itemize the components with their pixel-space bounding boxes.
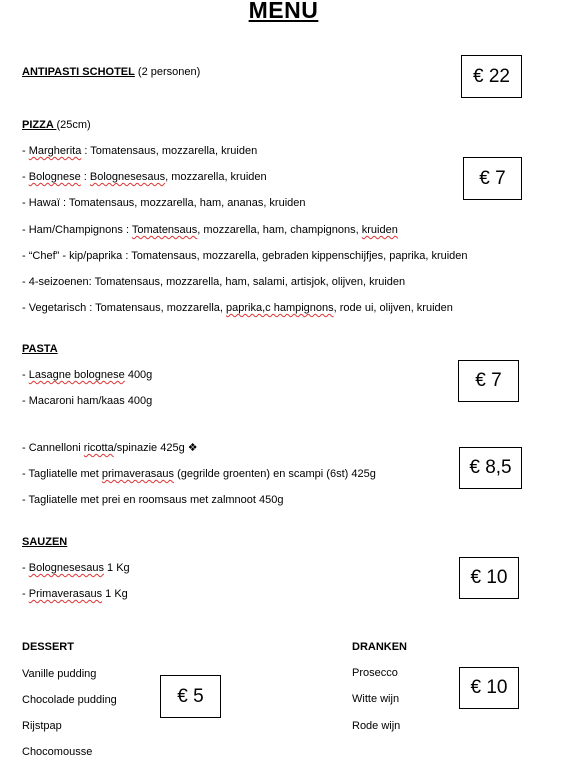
pasta-price-1: € 7 bbox=[458, 360, 519, 402]
pasta-item-tagliatelle-scampi: - Tagliatelle met primaverasaus (gegrilde groenten) en scampi (6st) 425g bbox=[22, 468, 376, 480]
pizza-note: (25cm) bbox=[56, 119, 91, 131]
pizza-item-bolognese: - Bolognese : Bolognesesaus, mozzarella, kruiden bbox=[22, 171, 267, 183]
pizza-heading-line bbox=[22, 118, 91, 132]
sauzen-item-primaverasaus: - Primaverasaus 1 Kg bbox=[22, 588, 128, 600]
dessert-item: Rijstpap bbox=[22, 720, 62, 732]
dranken-item: Rode wijn bbox=[352, 720, 401, 732]
pizza-item-chef: - “Chef” - kip/paprika : Tomatensaus, mozzarella, gebraden kippenschijfjes, paprika, kruiden bbox=[22, 250, 468, 262]
pizza-heading: PIZZA bbox=[22, 119, 57, 131]
pasta-item-lasagne: - Lasagne bolognese 400g bbox=[22, 369, 153, 381]
dessert-heading: DESSERT bbox=[22, 641, 74, 653]
sauzen-item-bolognesesaus: - Bolognesesaus 1 Kg bbox=[22, 562, 130, 574]
dranken-item: Witte wijn bbox=[352, 693, 400, 705]
pizza-item-vegetarisch: - Vegetarisch : Tomatensaus, mozzarella, paprika,c hampignons, rode ui, olijven, kruiden bbox=[22, 302, 453, 314]
dessert-item: Chocomousse bbox=[22, 746, 93, 758]
antipasti-price: € 22 bbox=[461, 55, 522, 98]
antipasti-heading-line bbox=[22, 65, 200, 79]
pizza-item-4-seizoenen: - 4-seizoenen: Tomatensaus, mozzarella, ham, salami, artisjok, olijven, kruiden bbox=[22, 276, 406, 288]
pasta-heading: PASTA bbox=[22, 343, 58, 355]
dranken-heading: DRANKEN bbox=[352, 641, 407, 653]
antipasti-heading: ANTIPASTI SCHOTEL bbox=[22, 66, 135, 78]
pasta-price-2: € 8,5 bbox=[459, 447, 522, 489]
pasta-item-tagliatelle-zalm: - Tagliatelle met prei en roomsaus met zalmnoot 450g bbox=[22, 494, 284, 506]
sauzen-price: € 10 bbox=[459, 557, 519, 599]
pizza-item-hawai: - Hawaï : Tomatensaus, mozzarella, ham, ananas, kruiden bbox=[22, 197, 306, 209]
dranken-item: Prosecco bbox=[352, 667, 398, 679]
pasta-item-macaroni: - Macaroni ham/kaas 400g bbox=[22, 395, 153, 407]
pasta-item-cannelloni: - Cannelloni ricotta/spinazie 425g ❖ bbox=[22, 442, 198, 454]
sauzen-heading: SAUZEN bbox=[22, 536, 68, 548]
antipasti-note: (2 personen) bbox=[134, 66, 201, 78]
dessert-item: Chocolade pudding bbox=[22, 694, 117, 706]
dranken-price: € 10 bbox=[459, 667, 519, 709]
pizza-item-ham-champignons: - Ham/Champignons : Tomatensaus, mozzarella, ham, champignons, kruiden bbox=[22, 224, 398, 236]
dessert-price: € 5 bbox=[160, 675, 221, 718]
menu-title: MENU bbox=[248, 0, 319, 23]
pizza-price: € 7 bbox=[463, 157, 522, 200]
dessert-item: Vanille pudding bbox=[22, 668, 97, 680]
pizza-item-margherita: - Margherita : Tomatensaus, mozzarella, kruiden bbox=[22, 145, 258, 157]
